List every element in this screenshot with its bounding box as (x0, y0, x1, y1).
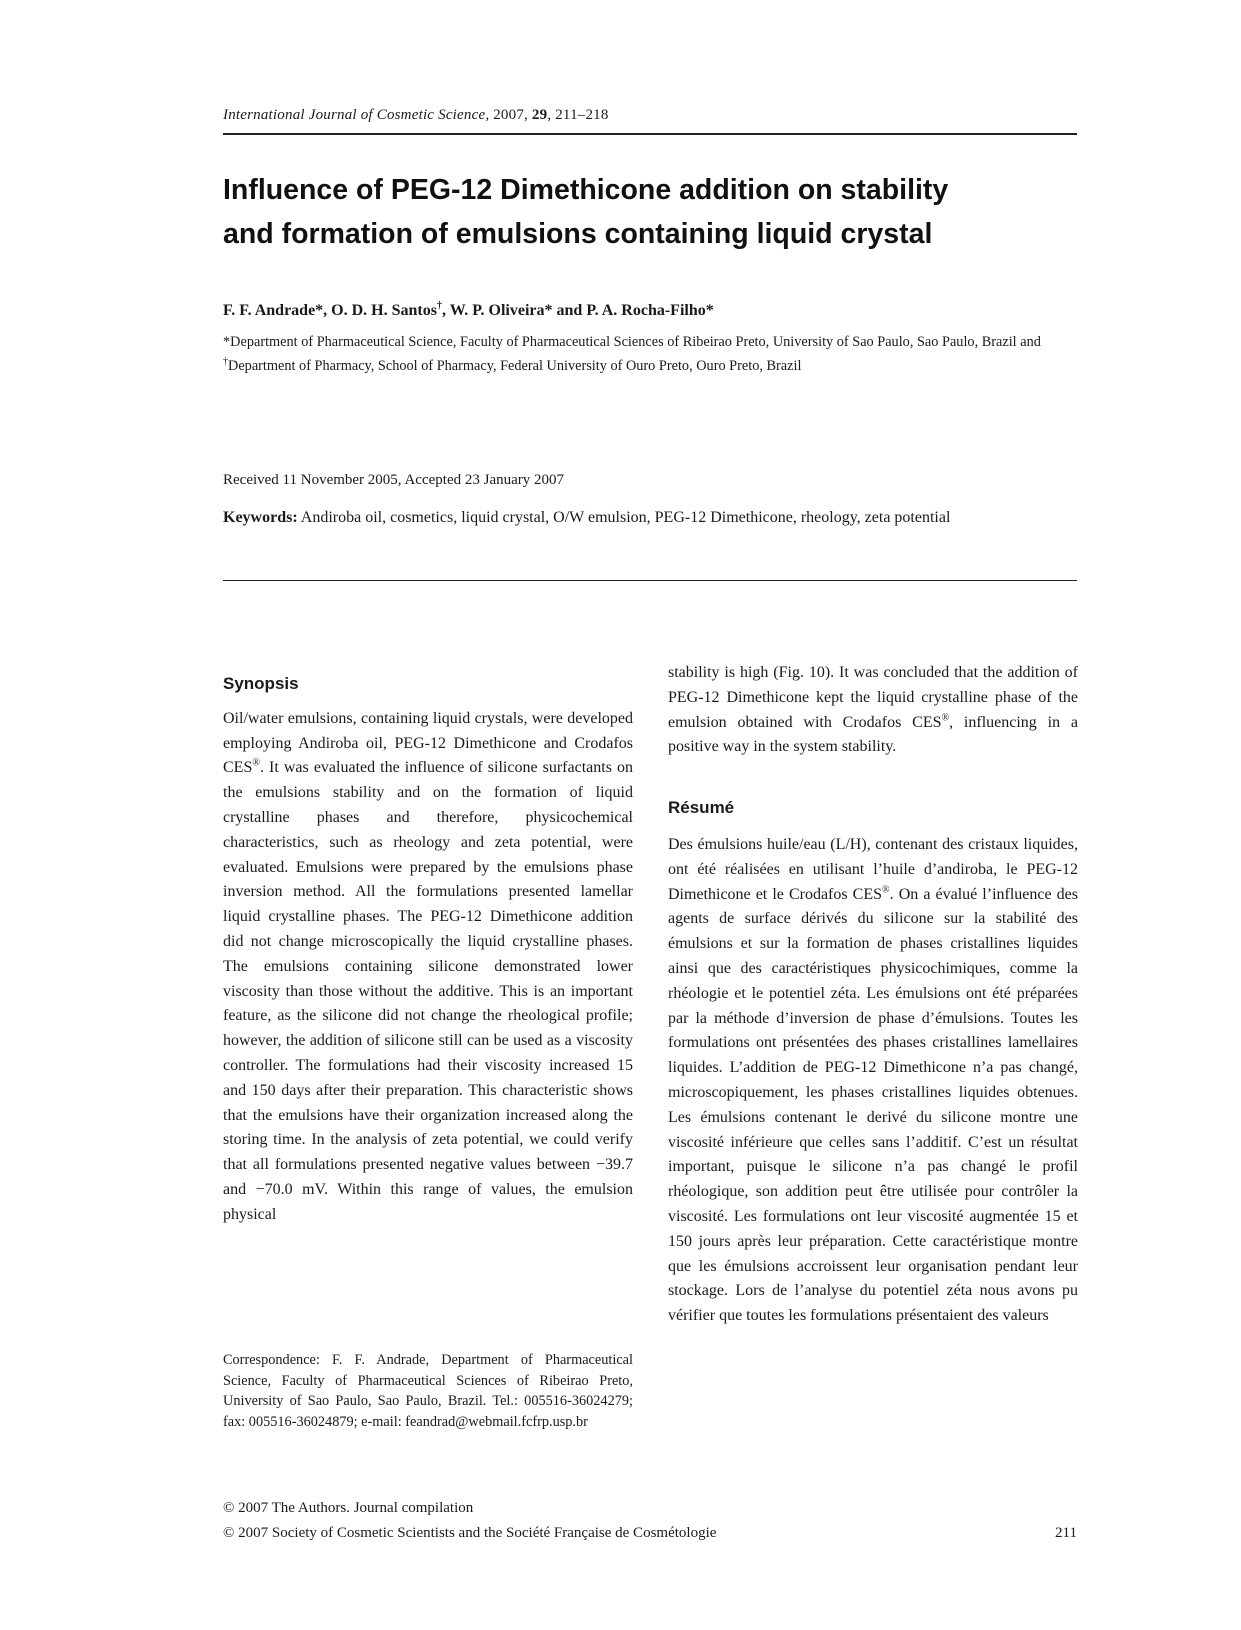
resume-heading: Résumé (668, 798, 735, 818)
synopsis-section (223, 672, 633, 1228)
journal-pages: , 211–218 (547, 107, 609, 123)
keywords (223, 506, 1083, 530)
registered-mark: ® (882, 884, 890, 896)
journal-volume: 29 (531, 107, 548, 123)
journal-name: International Journal of Cosmetic Science, (223, 107, 490, 123)
synopsis-cont-text-2: , influencing in a positive way in the system stability. (668, 713, 1078, 756)
author-list (223, 302, 714, 320)
keywords-text: Andiroba oil, cosmetics, liquid crystal, O/W emulsion, PEG-12 Dimethicone, rheology, zeta potential (297, 509, 951, 526)
page-number: 211 (1055, 1525, 1077, 1541)
copyright-line-1: © 2007 The Authors. Journal compilation (223, 1500, 474, 1516)
article-title (223, 168, 1083, 256)
header-rule (223, 133, 1077, 135)
resume-text-1: Des émulsions huile/eau (L/H), contenant des cristaux liquides, ont été réalisées en utilisant l’huile d’andiroba, le PEG-12 Dimethicone et le Crodafos CES (668, 835, 1078, 903)
copyright-line-2: © 2007 Society of Cosmetic Scientists and the Société Française de Cosmétologie (223, 1525, 717, 1541)
title-line-1: Influence of PEG-12 Dimethicone addition on stability (223, 174, 949, 206)
journal-citation (223, 107, 609, 124)
synopsis-text (223, 707, 633, 1228)
right-column (668, 661, 1078, 1329)
section-rule (223, 580, 1077, 581)
registered-mark: ® (252, 758, 260, 770)
synopsis-text-1: Oil/water emulsions, containing liquid crystals, were developed employing Andiroba oil, PEG-12 Dimethicone and Crodafos CES (223, 709, 633, 777)
affiliations (223, 330, 1083, 378)
resume-text-2: . On a évalué l’influence des agents de surface dérivés du silicone sur la stabilité des émulsions et sur la formation de phases cristallines liquides ainsi que des caractéristiques physicochimiques, comme la rhéologie et le potentiel zéta. Les émulsions ont été préparées par la méthode d’inversion de phase d’émulsions. Toutes les formulations ont présentées des phases cristallines lamellaires liquides. L’addition de PEG-12 Dimethicone n’a pas changé, microscopiquement, les phases cristallines liquides obtenues. Les émulsions contenant le derivé du silicone montre une viscosité inférieure que celles sans l’additif. C’est un résultat important, puisque le silicone n’a pas changé le profil rhéologique, son addition peut être utilisée pour contrôler la viscosité. Les formulations ont leur viscosité augmentée 15 et 150 jours après leur préparation. Cette caractéristique montre que les émulsions accroissent leur organisation pendant leur stockage. Lors de l’analyse du potentiel zéta nous avons pu vérifier que toutes les formulations présentaient des valeurs (668, 885, 1079, 1325)
title-line-2: and formation of emulsions containing liquid crystal (223, 218, 933, 250)
received-dates: Received 11 November 2005, Accepted 23 January 2007 (223, 472, 565, 488)
correspondence-note: Correspondence: F. F. Andrade, Department of Pharmaceutical Science, Faculty of Pharmaceutical Sciences of Ribeirao Preto, University of Sao Paulo, Sao Paulo, Brazil. Tel.: 005516-36024279; fax: 005516-36024879; e-mail: feandrad@webmail.fcfrp.usp.br (223, 1352, 633, 1430)
synopsis-continued (668, 661, 1078, 760)
dagger-mark: † (436, 300, 442, 312)
registered-mark: ® (941, 712, 950, 724)
authors-part-2: , W. P. Oliveira* and P. A. Rocha-Filho* (441, 302, 714, 319)
synopsis-heading: Synopsis (223, 674, 299, 693)
authors-part-1: F. F. Andrade*, O. D. H. Santos (223, 302, 437, 319)
synopsis-cont-text-1: stability is high (Fig. 10). It was concluded that the addition of PEG-12 Dimethicone kept the liquid crystalline phase of the emulsion obtained with Crodafos CES (668, 664, 1078, 731)
keywords-label: Keywords: (223, 509, 298, 526)
resume-text (668, 833, 1078, 1329)
journal-year: 2007, (489, 107, 532, 123)
affiliation-1: *Department of Pharmaceutical Science, Faculty of Pharmaceutical Sciences of Ribeirao Preto, University of Sao Paulo, Sao Paulo, Brazil and (223, 334, 1041, 350)
affiliation-dagger: † (223, 356, 228, 368)
affiliation-2: Department of Pharmacy, School of Pharmacy, Federal University of Ouro Preto, Ouro Preto, Brazil (228, 358, 802, 374)
synopsis-text-2: . It was evaluated the influence of silicone surfactants on the emulsions stability and on the formation of liquid crystalline phases and therefore, physicochemical characteristics, such as rheology and zeta potential, were evaluated. Emulsions were prepared by the emulsions phase inversion method. All the formulations presented lamellar liquid crystalline phases. The PEG-12 Dimethicone addition did not change microscopically the liquid crystalline phases. The emulsions containing silicone demonstrated lower viscosity than those without the additive. This is an important feature, as the silicone did not change the rheological profile; however, the addition of silicone still can be used as a viscosity controller. The formulations had their viscosity increased 15 and 150 days after their preparation. This characteristic shows that the emulsions have their organization increased along the storing time. In the analysis of zeta potential, we could verify that all formulations presented negative values between −39.7 and −70.0 mV. Within this range of values, the emulsion physical (223, 759, 633, 1223)
